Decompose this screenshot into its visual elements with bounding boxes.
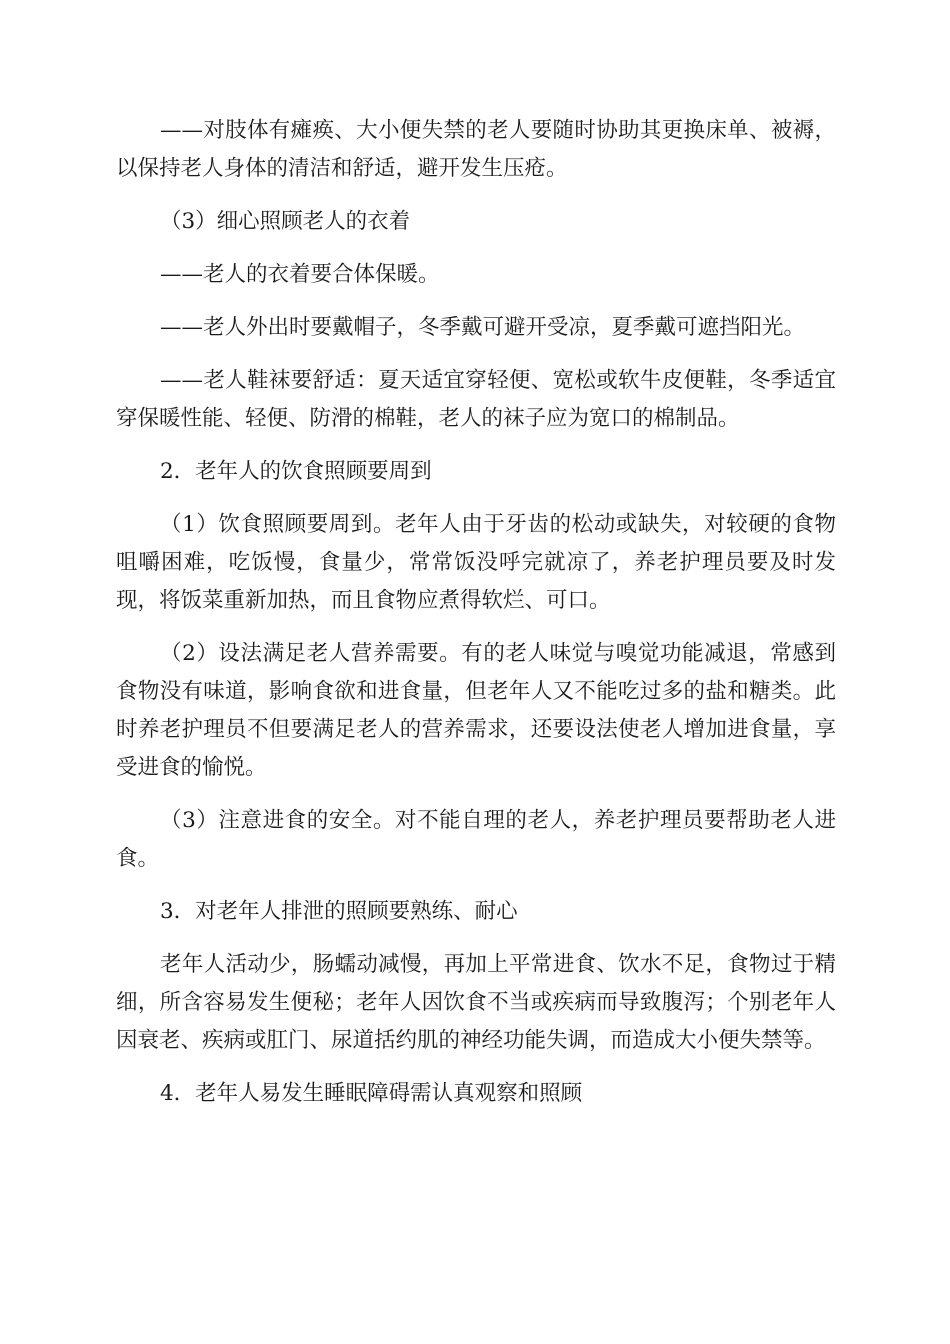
heading-clothing-care: （3）细心照顾老人的衣着 [160,209,411,234]
heading-diet-care: 2．老年人的饮食照顾要周到 [160,459,432,484]
paragraph-hat: ——老人外出时要戴帽子，冬季戴可避开受凉，夏季戴可遮挡阳光。 [160,315,806,340]
document-body [116,112,836,1128]
paragraph-shoes-socks: ——老人鞋袜要舒适：夏天适宜穿轻便、宽松或软牛皮便鞋，冬季适宜穿保暖性能、轻便、防滑的棉鞋，老人的袜子应为宽口的棉制品。 [116,368,836,431]
heading-excretion-care: 3．对老年人排泄的照顾要熟练、耐心 [160,899,518,924]
paragraph-diet-thorough: （1）饮食照顾要周到。老年人由于牙齿的松动或缺失，对较硬的食物咀嚼困难，吃饭慢，食量少，常常饭没呼完就凉了，养老护理员要及时发现，将饭菜重新加热，而且食物应煮得软烂、可口。 [116,512,836,613]
paragraph-bedding-care: ——对肢体有瘫痪、大小便失禁的老人要随时协助其更换床单、被褥，以保持老人身体的清洁和舒适，避开发生压疮。 [116,118,836,181]
heading-sleep-care: 4．老年人易发生睡眠障碍需认真观察和照顾 [160,1081,583,1106]
paragraph-excretion: 老年人活动少，肠蠕动减慢，再加上平常进食、饮水不足，食物过于精细，所含容易发生便秘；老年人因饮食不当或疾病而导致腹泻；个别老年人因衰老、疾病或肛门、尿道括约肌的神经功能失调，而造成大小便失禁等。 [116,952,836,1053]
paragraph-clothing-fit: ——老人的衣着要合体保暖。 [160,262,440,287]
paragraph-eating-safety: （3）注意进食的安全。对不能自理的老人，养老护理员要帮助老人进食。 [116,808,836,871]
paragraph-nutrition: （2）设法满足老人营养需要。有的老人味觉与嗅觉功能减退，常感到食物没有味道，影响食欲和进食量，但老年人又不能吃过多的盐和糖类。此时养老护理员不但要满足老人的营养需求，还要设法使老人增加进食量，享受进食的愉悦。 [116,641,836,780]
